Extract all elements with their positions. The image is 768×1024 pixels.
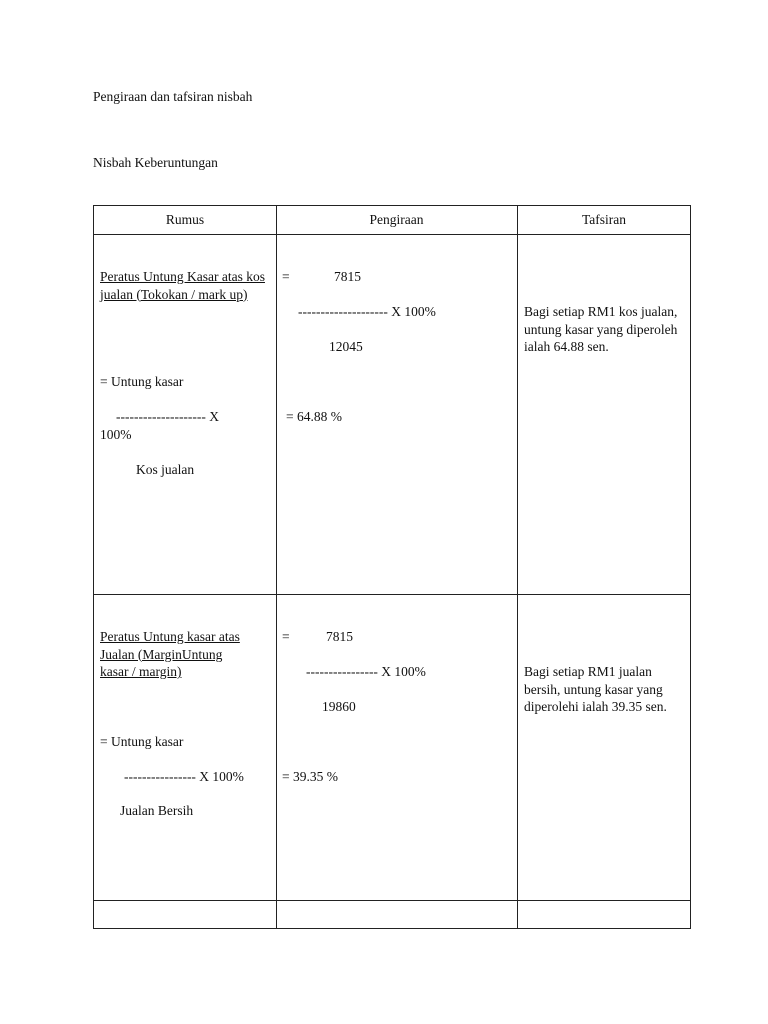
section-title: Nisbah Keberuntungan (93, 155, 218, 170)
page-title: Pengiraan dan tafsiran nisbah (93, 89, 253, 104)
calc-numerator: 7815 (334, 269, 361, 284)
row-divider (94, 594, 690, 595)
calc-denominator: 12045 (329, 339, 363, 354)
column-divider (517, 206, 518, 928)
calc-equals: = (282, 269, 290, 284)
row-divider (94, 234, 690, 235)
tafsiran-text: Bagi setiap RM1 jualan bersih, untung kasar yang diperolehi ialah 39.35 sen. (524, 664, 667, 714)
rumus-numerator: = Untung kasar (100, 734, 184, 749)
calc-fraction-line: -------------------- X 100% (298, 304, 436, 319)
rumus-denominator: Jualan Bersih (120, 803, 194, 818)
rumus-title: Peratus Untung kasar atas Jualan (MarginUntung kasar / margin) (100, 629, 240, 679)
calc-numerator: 7815 (326, 629, 353, 644)
rumus-numerator: = Untung kasar (100, 374, 184, 389)
header-rumus: Rumus (165, 212, 205, 227)
header-tafsiran: Tafsiran (581, 212, 627, 227)
calc-equals: = (282, 629, 290, 644)
rumus-fraction-line: -------------------- X (116, 409, 220, 424)
calc-result: = 39.35 % (282, 769, 338, 784)
rumus-fraction-line: ---------------- X 100% (124, 769, 244, 784)
ratio-table (93, 205, 691, 929)
rumus-denominator: Kos jualan (136, 462, 195, 477)
row-divider (94, 900, 690, 901)
rumus-title: Peratus Untung Kasar atas kos jualan (Tokokan / mark up) (100, 269, 265, 302)
column-divider (276, 206, 277, 928)
rumus-percent: 100% (100, 427, 132, 442)
tafsiran-text: Bagi setiap RM1 kos jualan, untung kasar yang diperoleh ialah 64.88 sen. (524, 304, 678, 354)
header-pengiraan: Pengiraan (369, 212, 424, 227)
calc-denominator: 19860 (322, 699, 356, 714)
calc-fraction-line: ---------------- X 100% (306, 664, 426, 679)
calc-result: = 64.88 % (286, 409, 342, 424)
